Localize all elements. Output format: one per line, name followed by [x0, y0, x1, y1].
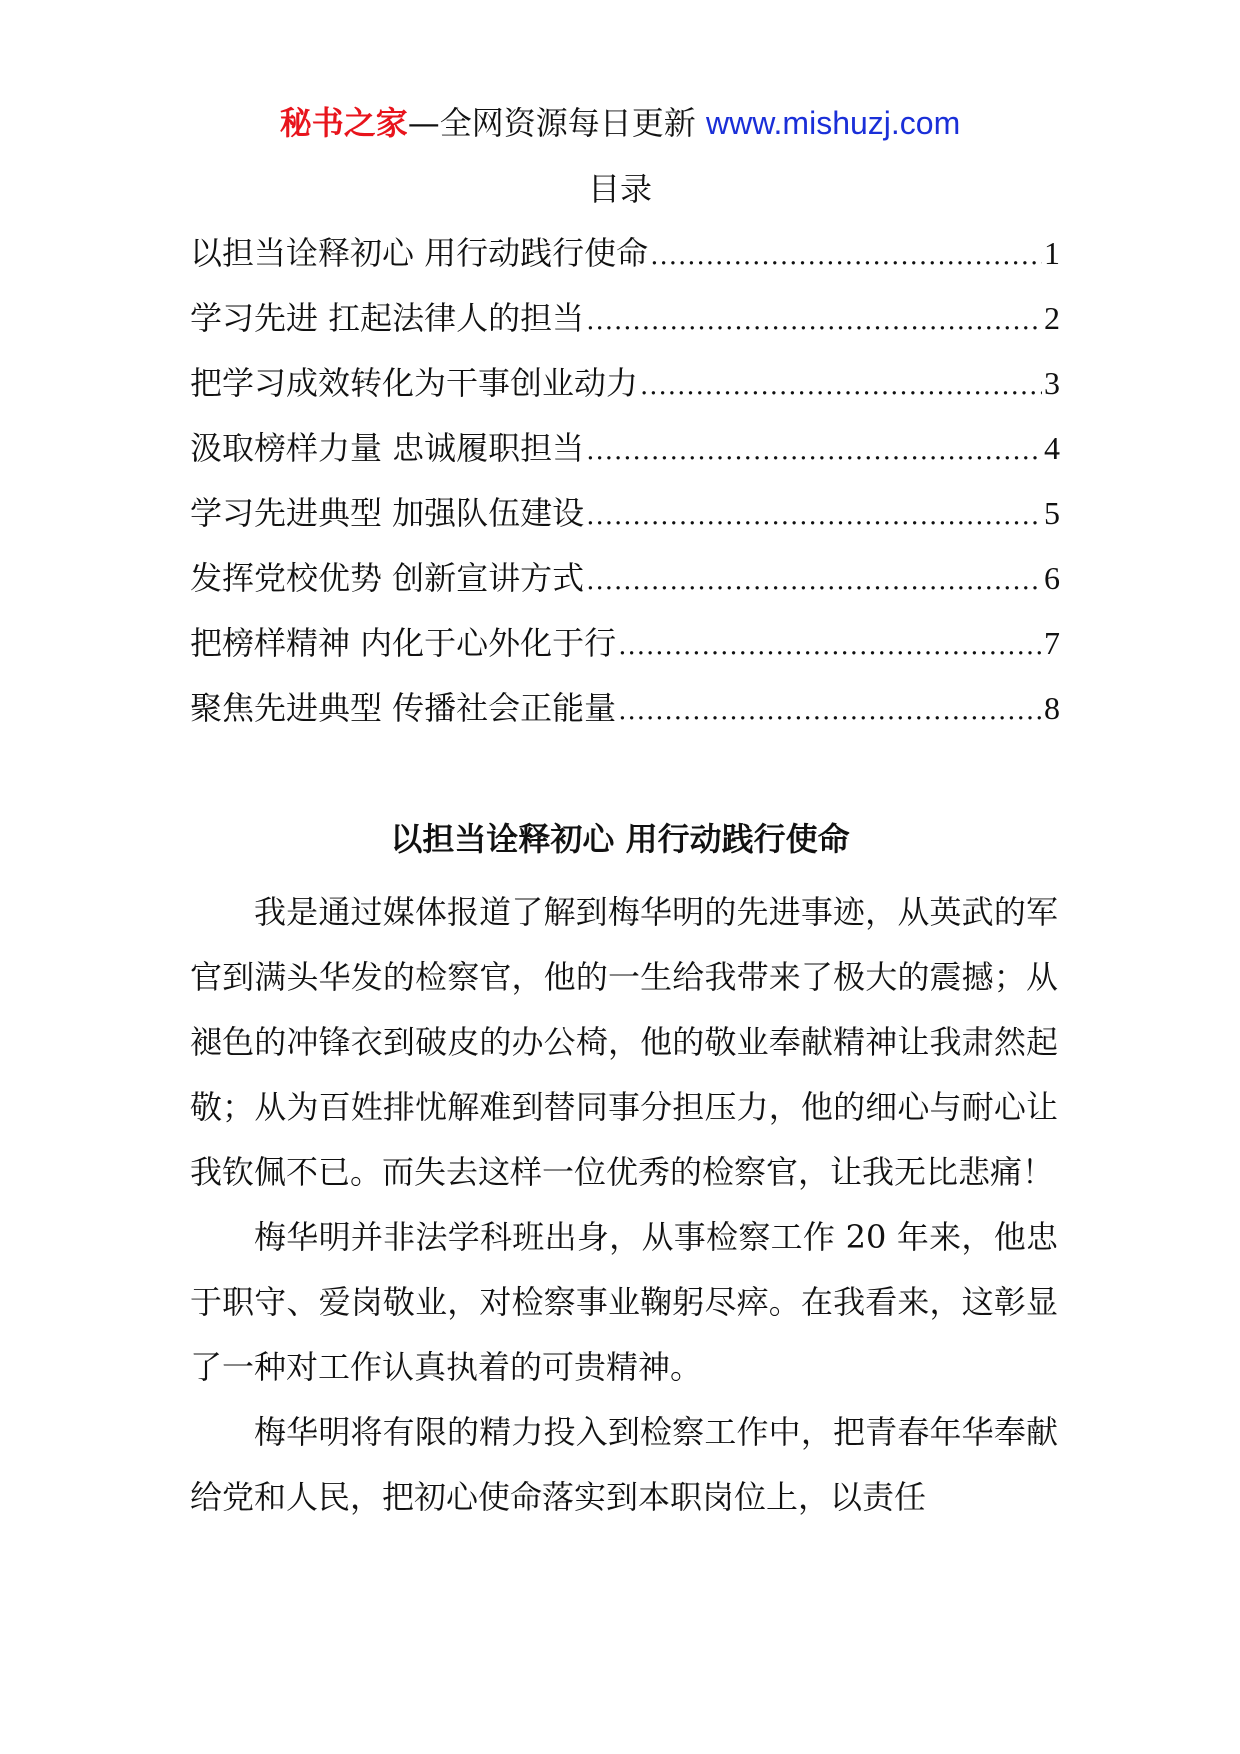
article-title: 以担当诠释初心 用行动践行使命 — [390, 820, 850, 858]
toc-item-page: 5 — [1044, 495, 1060, 531]
website-link[interactable]: www.mishuzj.com — [705, 105, 961, 141]
toc-dot-leader — [618, 625, 1042, 667]
toc-item-page: 4 — [1044, 430, 1060, 466]
toc-item-label: 学习先进 扛起法律人的担当 — [190, 299, 585, 337]
body-paragraph: 梅华明将有限的精力投入到检察工作中，把青春年华奉献给党和人民，把初心使命落实到本职岗位上，以责任 — [190, 1413, 1058, 1516]
toc-item-page: 2 — [1044, 300, 1060, 336]
table-of-contents — [190, 232, 1060, 752]
toc-dot-leader — [586, 560, 1042, 602]
toc-item-label: 汲取榜样力量 忠诚履职担当 — [190, 429, 585, 467]
toc-item-page: 1 — [1044, 235, 1060, 271]
page-header — [0, 103, 1240, 143]
toc-item-page: 6 — [1044, 560, 1060, 596]
toc-item-page: 3 — [1044, 365, 1060, 401]
toc-item-label: 把学习成效转化为干事创业动力 — [190, 364, 639, 402]
toc-item-label: 学习先进典型 加强队伍建设 — [190, 494, 585, 532]
toc-item[interactable] — [190, 232, 1060, 297]
toc-item[interactable] — [190, 687, 1060, 752]
toc-item-page: 8 — [1044, 690, 1060, 726]
toc-dot-leader — [650, 235, 1042, 277]
body-paragraph: 我是通过媒体报道了解到梅华明的先进事迹，从英武的军官到满头华发的检察官，他的一生给我带来了极大的震撼；从褪色的冲锋衣到破皮的办公椅，他的敬业奉献精神让我肃然起敬；从为百姓排忧解难到替同事分担压力，他的细心与耐心让我钦佩不已。而失去这样一位优秀的检察官，让我无比悲痛！ — [190, 893, 1058, 1191]
toc-dot-leader — [618, 690, 1042, 732]
toc-item[interactable] — [190, 622, 1060, 687]
toc-item[interactable] — [190, 492, 1060, 557]
toc-dot-leader — [586, 495, 1042, 537]
toc-dot-leader — [586, 300, 1042, 342]
toc-item-label: 发挥党校优势 创新宣讲方式 — [190, 559, 585, 597]
toc-item-label: 聚焦先进典型 传播社会正能量 — [190, 689, 617, 727]
body-paragraph: 梅华明并非法学科班出身，从事检察工作 20 年来，他忠于职守、爱岗敬业，对检察事业鞠躬尽瘁。在我看来，这彰显了一种对工作认真执着的可贵精神。 — [190, 1218, 1058, 1386]
toc-item[interactable] — [190, 362, 1060, 427]
toc-item[interactable] — [190, 297, 1060, 362]
header-slogan: —全网资源每日更新 — [407, 104, 696, 142]
toc-item[interactable] — [190, 427, 1060, 492]
toc-item-page: 7 — [1044, 625, 1060, 661]
article-body — [190, 880, 1058, 1530]
toc-item-label: 以担当诠释初心 用行动践行使命 — [190, 234, 649, 272]
toc-title: 目录 — [587, 170, 652, 208]
toc-dot-leader — [586, 430, 1042, 472]
toc-dot-leader — [640, 365, 1042, 407]
toc-item[interactable] — [190, 557, 1060, 622]
toc-item-label: 把榜样精神 内化于心外化于行 — [190, 624, 617, 662]
brand-name: 秘书之家 — [279, 104, 408, 142]
